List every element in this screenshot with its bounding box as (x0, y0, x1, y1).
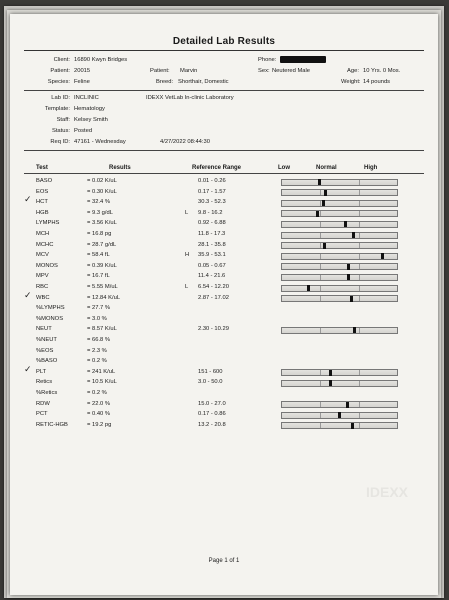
range-bar-divider (359, 180, 360, 185)
range-bar (281, 179, 398, 186)
breed-value: Shorthair, Domestic (178, 79, 229, 85)
range-bar-divider (320, 264, 321, 269)
range-bar-divider (320, 328, 321, 333)
reference-range: 9.8 - 16.2 (198, 209, 223, 216)
test-name: BASO (36, 178, 53, 184)
col-header-test: Test (36, 165, 48, 171)
species-value: Feline (74, 79, 90, 85)
range-bar (281, 263, 398, 270)
labid-label: Lab ID: (51, 95, 70, 101)
title-divider (24, 50, 424, 51)
result-row (10, 400, 438, 410)
range-bar (281, 200, 398, 207)
lab-name: IDEXX VetLab In-clinic Laboratory (146, 95, 234, 101)
staff-value: Kelsey Smith (74, 117, 108, 123)
template-value: Hematology (74, 106, 105, 112)
test-result: = 5.55 M/uL (87, 284, 118, 290)
test-name: %NEUT (36, 337, 57, 343)
range-bar-divider (359, 222, 360, 227)
test-result: = 16.7 fL (87, 273, 110, 280)
test-name: LYMPHS (36, 220, 60, 227)
breed-label: Breed: (156, 79, 174, 85)
range-marker (329, 380, 332, 386)
range-bar-divider (320, 243, 321, 248)
test-result: = 2.3 % (87, 347, 107, 354)
result-row (10, 241, 438, 251)
test-result: = 10.5 K/uL (87, 379, 117, 386)
test-name: MCHC (36, 241, 54, 248)
test-name: RBC (36, 284, 49, 290)
status-value: Posted (74, 128, 93, 134)
client-value: 16890 Kwyn Bridges (74, 57, 128, 63)
reference-range: 13.2 - 20.8 (198, 421, 226, 428)
result-flag: H (185, 252, 190, 259)
lab-report-page (10, 14, 438, 595)
result-row (10, 304, 438, 314)
range-bar-divider (320, 233, 321, 238)
range-bar-divider (359, 381, 360, 386)
result-row (10, 389, 438, 399)
result-row (10, 195, 438, 208)
test-result: = 28.7 g/dL (87, 241, 117, 248)
test-result: = 241 K/uL (87, 368, 116, 375)
col-header-high: High (364, 165, 378, 171)
reference-range: 0.17 - 0.86 (198, 411, 226, 418)
age-label: Age: (347, 68, 359, 74)
result-row (10, 251, 438, 261)
range-bar-divider (359, 275, 360, 280)
sex-value: Neutered Male (272, 68, 311, 74)
range-marker (346, 402, 349, 408)
result-row (10, 315, 438, 325)
range-marker (323, 243, 326, 249)
patient-name-label: Patient: (150, 68, 170, 74)
range-marker (316, 211, 319, 217)
result-flag: L (185, 209, 189, 216)
test-result: = 66.8 % (87, 337, 111, 343)
range-bar-divider (359, 423, 360, 428)
range-bar (281, 295, 398, 302)
result-row (10, 230, 438, 240)
reference-range: 151 - 600 (198, 368, 223, 375)
range-bar-divider (320, 190, 321, 195)
handwritten-check-icon: ✓ (24, 364, 32, 375)
range-bar-divider (320, 201, 321, 206)
reference-range: 0.05 - 0.67 (198, 262, 226, 269)
range-bar-divider (359, 211, 360, 216)
range-bar (281, 253, 398, 260)
report-title: Detailed Lab Results (172, 36, 276, 47)
result-flag: L (185, 284, 189, 290)
phone-redaction (280, 56, 326, 63)
test-name: %EOS (36, 347, 54, 354)
test-name: Retics (36, 379, 53, 386)
test-result: = 19.2 pg (87, 421, 112, 428)
range-marker (353, 327, 356, 333)
result-row (10, 410, 438, 420)
reference-range: 0.01 - 0.26 (198, 178, 226, 184)
result-row (10, 283, 438, 293)
col-header-normal: Normal (316, 165, 337, 171)
test-result: = 0.39 K/uL (87, 262, 117, 269)
result-row (10, 325, 438, 335)
test-name: PCT (36, 411, 48, 418)
reference-range: 15.0 - 27.0 (198, 400, 226, 407)
info-divider (24, 150, 424, 151)
range-bar-divider (359, 233, 360, 238)
result-row (10, 364, 438, 378)
reference-range: 11.8 - 17.3 (198, 231, 226, 237)
test-result: = 32.4 % (87, 199, 111, 206)
test-name: RETIC-HGB (36, 421, 68, 428)
range-bar-divider (359, 243, 360, 248)
test-result: = 12.84 K/uL (87, 294, 121, 301)
idexx-watermark: IDEXX (365, 484, 408, 500)
range-bar (281, 274, 398, 281)
test-result: = 16.8 pg (87, 231, 112, 237)
test-name: RDW (36, 400, 50, 407)
col-header-low: Low (278, 165, 290, 171)
test-name: HGB (36, 209, 49, 216)
range-bar-divider (320, 381, 321, 386)
template-label: Template: (44, 106, 70, 112)
range-bar-divider (320, 296, 321, 301)
reference-range: 0.17 - 1.57 (198, 188, 226, 195)
reqid-label: Req ID: (50, 139, 70, 145)
reference-range: 11.4 - 21.6 (198, 273, 226, 280)
handwritten-check-icon: ✓ (24, 290, 32, 301)
result-row (10, 357, 438, 367)
patient-id-label: Patient: (50, 68, 70, 74)
req-datetime: 4/27/2022 08:44:30 (160, 139, 210, 145)
range-bar-divider (359, 254, 360, 259)
range-bar (281, 210, 398, 217)
test-name: HCT (36, 199, 48, 206)
test-name: WBC (36, 294, 50, 301)
test-name: %MONOS (36, 315, 64, 322)
range-bar (281, 380, 398, 387)
weight-label: Weight: (341, 79, 361, 85)
reference-range: 35.9 - 53.1 (198, 252, 226, 259)
test-result: = 0.40 % (87, 411, 111, 418)
header-divider (24, 90, 424, 91)
range-bar-divider (320, 370, 321, 375)
result-row (10, 188, 438, 198)
test-result: = 3.56 K/uL (87, 220, 117, 227)
range-bar-divider (359, 286, 360, 291)
range-bar-divider (320, 402, 321, 407)
reqid-value: 47161 - Wednesday (74, 139, 126, 145)
range-marker (352, 232, 355, 238)
range-marker (307, 285, 310, 291)
range-marker (338, 412, 341, 418)
range-marker (347, 274, 350, 280)
range-bar-divider (320, 423, 321, 428)
range-marker (351, 423, 354, 429)
test-result: = 8.57 K/uL (87, 326, 117, 333)
range-bar-divider (359, 402, 360, 407)
test-name: EOS (36, 188, 49, 195)
age-value: 10 Yrs. 0 Mos. (363, 68, 401, 74)
test-name: MPV (36, 273, 49, 280)
result-row (10, 421, 438, 431)
range-marker (318, 179, 321, 185)
range-bar (281, 232, 398, 239)
test-result: = 0.30 K/uL (87, 188, 117, 195)
species-label: Species: (47, 79, 70, 85)
test-result: = 58.4 fL (87, 252, 110, 259)
range-bar (281, 369, 398, 376)
result-row (10, 272, 438, 282)
range-bar (281, 189, 398, 196)
page-footer: Page 1 of 1 (208, 558, 240, 564)
range-bar (281, 422, 398, 429)
range-bar (281, 401, 398, 408)
range-marker (381, 253, 384, 259)
result-row (10, 336, 438, 346)
test-result: = 0.2 % (87, 358, 107, 365)
test-name: %Retics (36, 390, 58, 396)
column-header-divider (24, 173, 424, 174)
test-result: = 22.0 % (87, 400, 111, 407)
range-bar-divider (359, 328, 360, 333)
weight-value: 14 pounds (363, 79, 391, 85)
result-row (10, 262, 438, 272)
reference-range: 2.87 - 17.02 (198, 294, 229, 301)
range-bar (281, 221, 398, 228)
range-bar (281, 327, 398, 334)
range-bar-divider (359, 190, 360, 195)
range-bar-divider (320, 275, 321, 280)
test-name: %BASO (36, 358, 58, 365)
range-bar-divider (359, 296, 360, 301)
range-bar-divider (320, 254, 321, 259)
reference-range: 3.0 - 50.0 (198, 379, 223, 386)
test-result: = 27.7 % (87, 305, 111, 312)
result-row (10, 290, 438, 304)
range-bar-divider (359, 264, 360, 269)
reference-range: 28.1 - 35.8 (198, 241, 226, 248)
range-bar-divider (320, 413, 321, 418)
range-marker (344, 221, 347, 227)
test-result: = 9.3 g/dL (87, 209, 113, 216)
labid-value: INCLINIC (74, 95, 99, 101)
range-bar-divider (359, 413, 360, 418)
range-marker (324, 190, 327, 196)
range-marker (322, 200, 325, 206)
range-bar (281, 285, 398, 292)
handwritten-check-icon: ✓ (24, 195, 32, 206)
range-bar (281, 412, 398, 419)
range-marker (329, 370, 332, 376)
test-name: PLT (36, 368, 47, 375)
test-name: MCH (36, 231, 50, 237)
client-label: Client: (53, 57, 70, 63)
test-name: NEUT (36, 326, 52, 333)
test-result: = 0.02 K/uL (87, 178, 117, 184)
patient-id-value: 20015 (74, 68, 91, 74)
test-name: MCV (36, 252, 49, 259)
result-row (10, 219, 438, 229)
range-bar-divider (320, 286, 321, 291)
range-marker (347, 264, 350, 270)
reference-range: 30.3 - 52.3 (198, 199, 226, 206)
range-bar-divider (320, 222, 321, 227)
test-result: = 0.2 % (87, 390, 107, 396)
status-label: Status: (51, 128, 70, 134)
sex-label: Sex: (258, 68, 270, 74)
range-marker (350, 296, 353, 302)
reference-range: 6.54 - 12.20 (198, 284, 229, 290)
range-bar-divider (359, 201, 360, 206)
reference-range: 2.30 - 10.29 (198, 326, 229, 333)
staff-label: Staff: (56, 117, 70, 123)
result-row (10, 209, 438, 219)
result-row (10, 177, 438, 187)
reference-range: 0.92 - 6.88 (198, 220, 226, 227)
test-result: = 3.0 % (87, 315, 107, 322)
range-bar (281, 242, 398, 249)
patient-name-value: Marvin (180, 68, 198, 74)
test-name: MONOS (36, 262, 58, 269)
result-row (10, 347, 438, 357)
result-row (10, 378, 438, 388)
col-header-range: Reference Range (192, 165, 242, 171)
range-bar-divider (359, 370, 360, 375)
range-bar-divider (320, 211, 321, 216)
test-name: %LYMPHS (36, 305, 65, 312)
phone-label: Phone: (258, 57, 277, 63)
col-header-results: Results (109, 165, 131, 171)
